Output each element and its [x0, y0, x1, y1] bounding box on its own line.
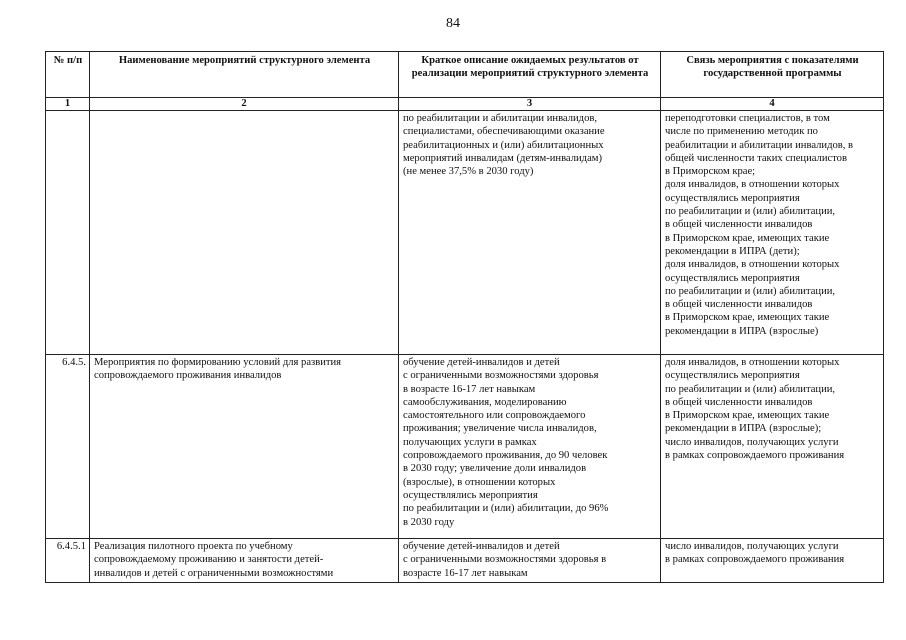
column-number: 1	[46, 98, 90, 111]
text-line: переподготовки специалистов, в том	[665, 113, 830, 124]
header-measure-name: Наименование мероприятий структурного элемента	[90, 52, 399, 98]
text-line: в Приморском крае, имеющих такие	[665, 410, 830, 422]
text-line: сопровождаемому проживанию и занятости детей-	[94, 554, 324, 566]
text-line: Мероприятия по формированию условий для развития	[94, 357, 342, 368]
table-header-row	[46, 52, 884, 98]
text-line: в Приморском крае, имеющих такие	[665, 232, 830, 244]
text-line: по реабилитации и абилитации инвалидов,	[403, 113, 598, 124]
measure-name-cell	[90, 111, 399, 355]
text-line: мероприятий инвалидам (детям-инвалидам)	[403, 152, 603, 164]
text-line: сопровождаемого проживания инвалидов	[94, 370, 282, 382]
text-line: по реабилитации и (или) абилитации, до 96%	[403, 503, 609, 515]
text-line: реабилитационных и (или) абилитационных	[403, 139, 604, 151]
text-line: общей численности таких специалистов	[665, 152, 847, 164]
table-row	[46, 539, 884, 583]
text-line: возрасте 16-17 лет навыкам	[403, 567, 528, 579]
text-line: доля инвалидов, в отношении которых	[665, 357, 840, 368]
column-number: 2	[90, 98, 399, 111]
column-number-row	[46, 98, 884, 111]
text-line: с ограниченными возможностями здоровья в	[403, 554, 607, 566]
row-number	[46, 111, 90, 355]
column-number: 3	[399, 98, 661, 111]
expected-results-cell	[399, 539, 661, 583]
text-line: инвалидов и детей с ограниченными возможностями	[94, 567, 334, 579]
text-line: осуществлялись мероприятия	[665, 192, 800, 204]
text-line: (взрослые), в отношении которых	[403, 476, 556, 488]
text-line: осуществлялись мероприятия	[665, 370, 800, 382]
indicators-cell	[661, 355, 884, 539]
text-line: в Приморском крае;	[665, 166, 756, 178]
text-line: в общей численности инвалидов	[665, 219, 813, 231]
expected-results-cell	[399, 111, 661, 355]
header-expected-results: Краткое описание ожидаемых результатов от реализации мероприятий структурного элемента	[399, 52, 661, 98]
text-line: в 2030 году; увеличение доли инвалидов	[403, 463, 587, 475]
indicators-cell	[661, 539, 884, 583]
table-row	[46, 355, 884, 539]
text-line: рекомендации в ИПРА (дети);	[665, 245, 800, 257]
text-line: реабилитации и абилитации инвалидов, в	[665, 139, 854, 151]
column-number: 4	[661, 98, 884, 111]
text-line: доля инвалидов, в отношении которых	[665, 179, 840, 191]
row-number: 6.4.5.1	[46, 539, 90, 583]
text-line: самостоятельного или сопровождаемого	[403, 410, 586, 422]
text-line: доля инвалидов, в отношении которых	[665, 259, 840, 271]
text-line: самообслуживания, моделированию	[403, 396, 567, 408]
text-line: по реабилитации и (или) абилитации,	[665, 383, 836, 395]
text-line: по реабилитации и (или) абилитации,	[665, 285, 836, 297]
header-program-indicators: Связь мероприятия с показателями государственной программы	[661, 52, 884, 98]
measure-name-cell	[90, 355, 399, 539]
text-line: числе по применению методик по	[665, 126, 818, 138]
text-line: проживания; увеличение числа инвалидов,	[403, 423, 597, 435]
text-line: обучение детей-инвалидов и детей	[403, 541, 560, 552]
text-line: в возрасте 16-17 лет навыкам	[403, 383, 536, 395]
row-number: 6.4.5.	[46, 355, 90, 539]
text-line: с ограниченными возможностями здоровья	[403, 370, 599, 382]
text-line: Реализация пилотного проекта по учебному	[94, 541, 293, 552]
text-line: осуществлялись мероприятия	[403, 489, 538, 501]
text-line: в общей численности инвалидов	[665, 396, 813, 408]
text-line: (не менее 37,5% в 2030 году)	[403, 166, 534, 178]
text-line: осуществлялись мероприятия	[665, 272, 800, 284]
text-line: число инвалидов, получающих услуги	[665, 541, 839, 552]
text-line: по реабилитации и (или) абилитации,	[665, 206, 836, 218]
expected-results-cell	[399, 355, 661, 539]
text-line: сопровождаемого проживания, до 90 человек	[403, 450, 608, 462]
page-number: 84	[446, 16, 460, 31]
text-line: обучение детей-инвалидов и детей	[403, 357, 560, 368]
measure-name-cell	[90, 539, 399, 583]
text-line: в рамках сопровождаемого проживания	[665, 554, 845, 566]
text-line: в 2030 году	[403, 516, 455, 528]
text-line: рекомендации в ИПРА (взрослые);	[665, 423, 822, 435]
header-number: № п/п	[46, 52, 90, 98]
text-line: в рамках сопровождаемого проживания	[665, 450, 845, 462]
text-line: рекомендации в ИПРА (взрослые)	[665, 325, 819, 337]
measures-table	[45, 51, 884, 583]
text-line: получающих услуги в рамках	[403, 436, 537, 448]
text-line: в Приморском крае, имеющих такие	[665, 312, 830, 324]
text-line: специалистами, обеспечивающими оказание	[403, 126, 605, 138]
text-line: в общей численности инвалидов	[665, 299, 813, 311]
indicators-cell	[661, 111, 884, 355]
text-line: число инвалидов, получающих услуги	[665, 436, 839, 448]
table-row	[46, 111, 884, 355]
